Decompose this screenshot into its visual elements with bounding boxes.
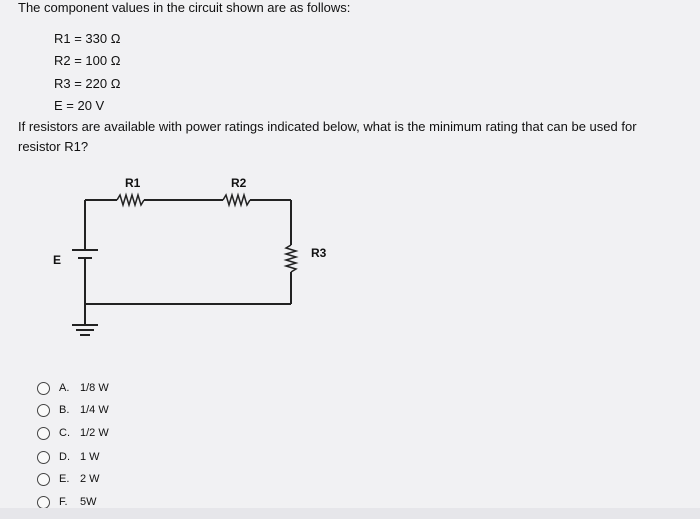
label-e: E [53,253,62,267]
option-d[interactable] [37,449,100,465]
option-a-radio[interactable] [37,382,50,395]
option-d-text: 1 W [80,451,100,463]
label-r3: R3 [311,246,327,260]
option-b-letter: B. [59,404,70,416]
question-prompt-line1: If resistors are available with power ratings indicated below, what is the minimum rating that can be used for [18,119,637,134]
option-a[interactable] [37,380,109,396]
question-prompt-line2: resistor R1? [18,139,89,154]
resistor-r1-symbol [117,195,144,205]
option-b-text: 1/4 W [80,404,109,416]
option-b-radio[interactable] [37,404,50,417]
resistor-r2-symbol [223,195,250,205]
option-d-radio[interactable] [37,451,50,464]
option-c-text: 1/2 W [80,427,109,439]
label-r2: R2 [231,176,247,190]
resistor-r3-symbol [286,245,296,272]
option-e[interactable] [37,471,100,487]
label-r1: R1 [125,176,141,190]
question-intro: The component values in the circuit shown are as follows: [18,0,351,15]
option-e-radio[interactable] [37,473,50,486]
option-b[interactable] [37,402,109,418]
option-f-radio[interactable] [37,496,50,509]
value-r1: R1 = 330 Ω [54,31,121,46]
option-f-text: 5W [80,496,97,508]
option-d-letter: D. [59,451,70,463]
value-r2: R2 = 100 Ω [54,53,121,68]
value-r3: R3 = 220 Ω [54,76,121,91]
option-e-text: 2 W [80,473,100,485]
option-c-radio[interactable] [37,427,50,440]
option-e-letter: E. [59,473,70,485]
option-c[interactable] [37,425,109,441]
value-e: E = 20 V [54,98,105,113]
option-a-letter: A. [59,382,70,394]
option-f-letter: F. [59,496,68,508]
option-a-text: 1/8 W [80,382,109,394]
option-c-letter: C. [59,427,70,439]
bottom-edge [0,508,700,519]
